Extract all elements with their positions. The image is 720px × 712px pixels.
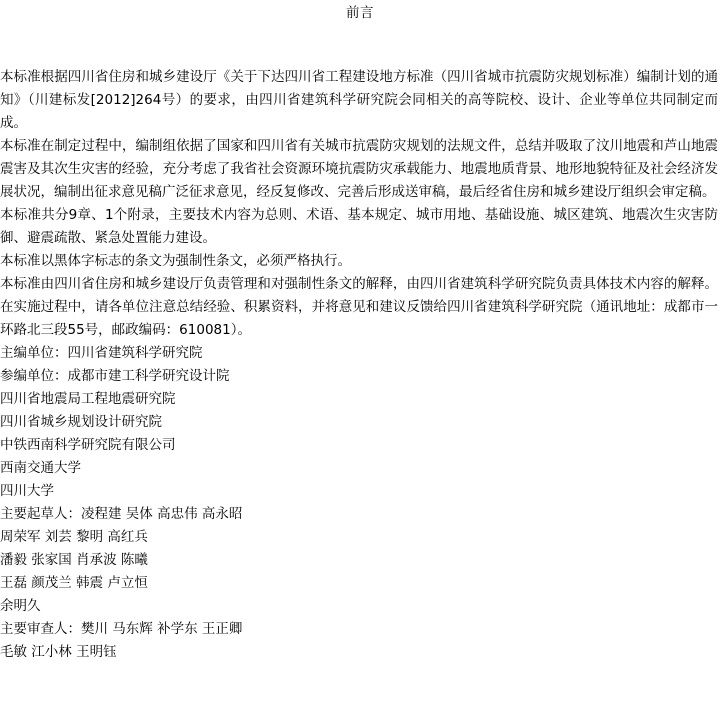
participating-unit: 参编单位：成都市建工科学研究设计院 xyxy=(0,368,230,384)
paragraph-mandatory-clauses: 本标准以黑体字标志的条文为强制性条文，必须严格执行。 xyxy=(0,253,351,269)
paragraph-compilation-basis: 本标准根据四川省住房和城乡建设厅《关于下达四川省工程建设地方标准（四川省城市抗震防灾规划标准）编制计划的通知》（川建标发[2012]264号）的要求，由四川省建筑科学研究院会同相关的高等院校、设计、企业等单位共同制定而成。 xyxy=(0,69,718,131)
participating-unit: 四川大学 xyxy=(0,483,54,499)
drafters-line: 余明久 xyxy=(0,598,41,614)
participating-unit: 四川省地震局工程地震研究院 xyxy=(0,391,176,407)
document-title: 前言 xyxy=(346,5,374,21)
document-body xyxy=(0,66,718,664)
chief-editor-unit: 主编单位：四川省建筑科学研究院 xyxy=(0,345,203,361)
participating-unit: 四川省城乡规划设计研究院 xyxy=(0,414,162,430)
main-reviewers: 主要审查人：樊川 马东辉 补学东 王正卿 xyxy=(0,621,243,637)
drafters-line: 周荣军 刘芸 黎明 高红兵 xyxy=(0,529,148,545)
drafters-line: 王磊 颜茂兰 韩震 卢立恒 xyxy=(0,575,148,591)
paragraph-drafting-process: 本标准在制定过程中，编制组依据了国家和四川省有关城市抗震防灾规划的法规文件，总结并吸取了汶川地震和芦山地震震害及其次生灾害的经验，充分考虑了我省社会资源环境抗震防灾承载能力、地震地质背景、地形地貌特征及社会经济发展状况，编制出征求意见稿广泛征求意见，经反复修改、完善后形成送审稿，最后经省住房和城乡建设厅组织会审定稿。 xyxy=(0,138,718,200)
participating-unit: 西南交通大学 xyxy=(0,460,81,476)
main-drafters: 主要起草人：凌程建 吴体 高忠伟 高永昭 xyxy=(0,506,243,522)
participating-unit: 中铁西南科学研究院有限公司 xyxy=(0,437,176,453)
paragraph-contents: 本标准共分9章、1个附录，主要技术内容为总则、术语、基本规定、城市用地、基础设施、城区建筑、地震次生灾害防御、避震疏散、紧急处置能力建设。 xyxy=(0,207,718,246)
reviewers-line: 毛敏 江小林 王明钰 xyxy=(0,644,117,660)
paragraph-management: 本标准由四川省住房和城乡建设厅负责管理和对强制性条文的解释，由四川省建筑科学研究院负责具体技术内容的解释。在实施过程中，请各单位注意总结经验、积累资料，并将意见和建议反馈给四川省建筑科学研究院（通讯地址：成都市一环路北三段55号，邮政编码：610081）。 xyxy=(0,276,718,338)
drafters-line: 潘毅 张家国 肖承波 陈曦 xyxy=(0,552,148,568)
